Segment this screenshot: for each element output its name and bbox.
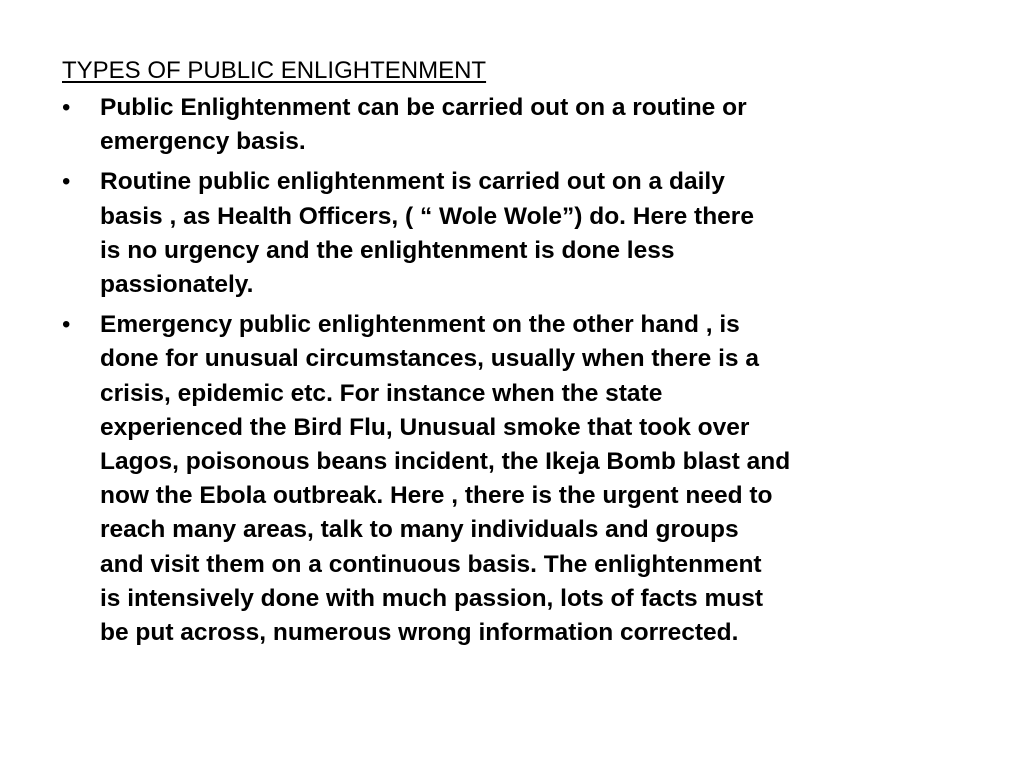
bullet-line: now the Ebola outbreak. Here , there is the urgent need to <box>100 482 773 510</box>
bullet-line: Public Enlightenment can be carried out on a routine or <box>100 94 747 121</box>
bullet-line: basis , as Health Officers, ( “ Wole Wole”) do. Here there <box>100 202 754 230</box>
bullet-item <box>62 165 977 302</box>
bullet-line: is intensively done with much passion, lots of facts must <box>100 584 763 612</box>
bullet-line: is no urgency and the enlightenment is done less <box>100 236 675 264</box>
bullet-line: done for unusual circumstances, usually when there is a <box>100 345 759 373</box>
bullet-line: experienced the Bird Flu, Unusual smoke that took over <box>100 413 750 441</box>
bullet-line: and visit them on a continuous basis. The enlightenment <box>100 550 762 578</box>
bullet-item <box>62 91 977 159</box>
slide-content <box>62 54 977 656</box>
bullet-point-icon: • <box>62 311 71 339</box>
slide-heading: TYPES OF PUBLIC ENLIGHTENMENT <box>62 57 487 84</box>
bullet-line: Emergency public enlightenment on the other hand , is <box>100 311 740 339</box>
bullet-item <box>62 308 977 650</box>
bullet-line: Routine public enlightenment is carried out on a daily <box>100 168 725 196</box>
bullet-line: be put across, numerous wrong information corrected. <box>100 619 739 647</box>
bullet-list <box>62 91 977 650</box>
bullet-point-icon: • <box>62 94 71 121</box>
bullet-line: passionately. <box>100 271 254 299</box>
bullet-line: reach many areas, talk to many individuals and groups <box>100 516 739 544</box>
bullet-line: emergency basis. <box>100 128 306 156</box>
bullet-line: Lagos, poisonous beans incident, the Ikeja Bomb blast and <box>100 448 791 476</box>
bullet-line: crisis, epidemic etc. For instance when the state <box>100 379 663 407</box>
bullet-point-icon: • <box>62 168 71 196</box>
